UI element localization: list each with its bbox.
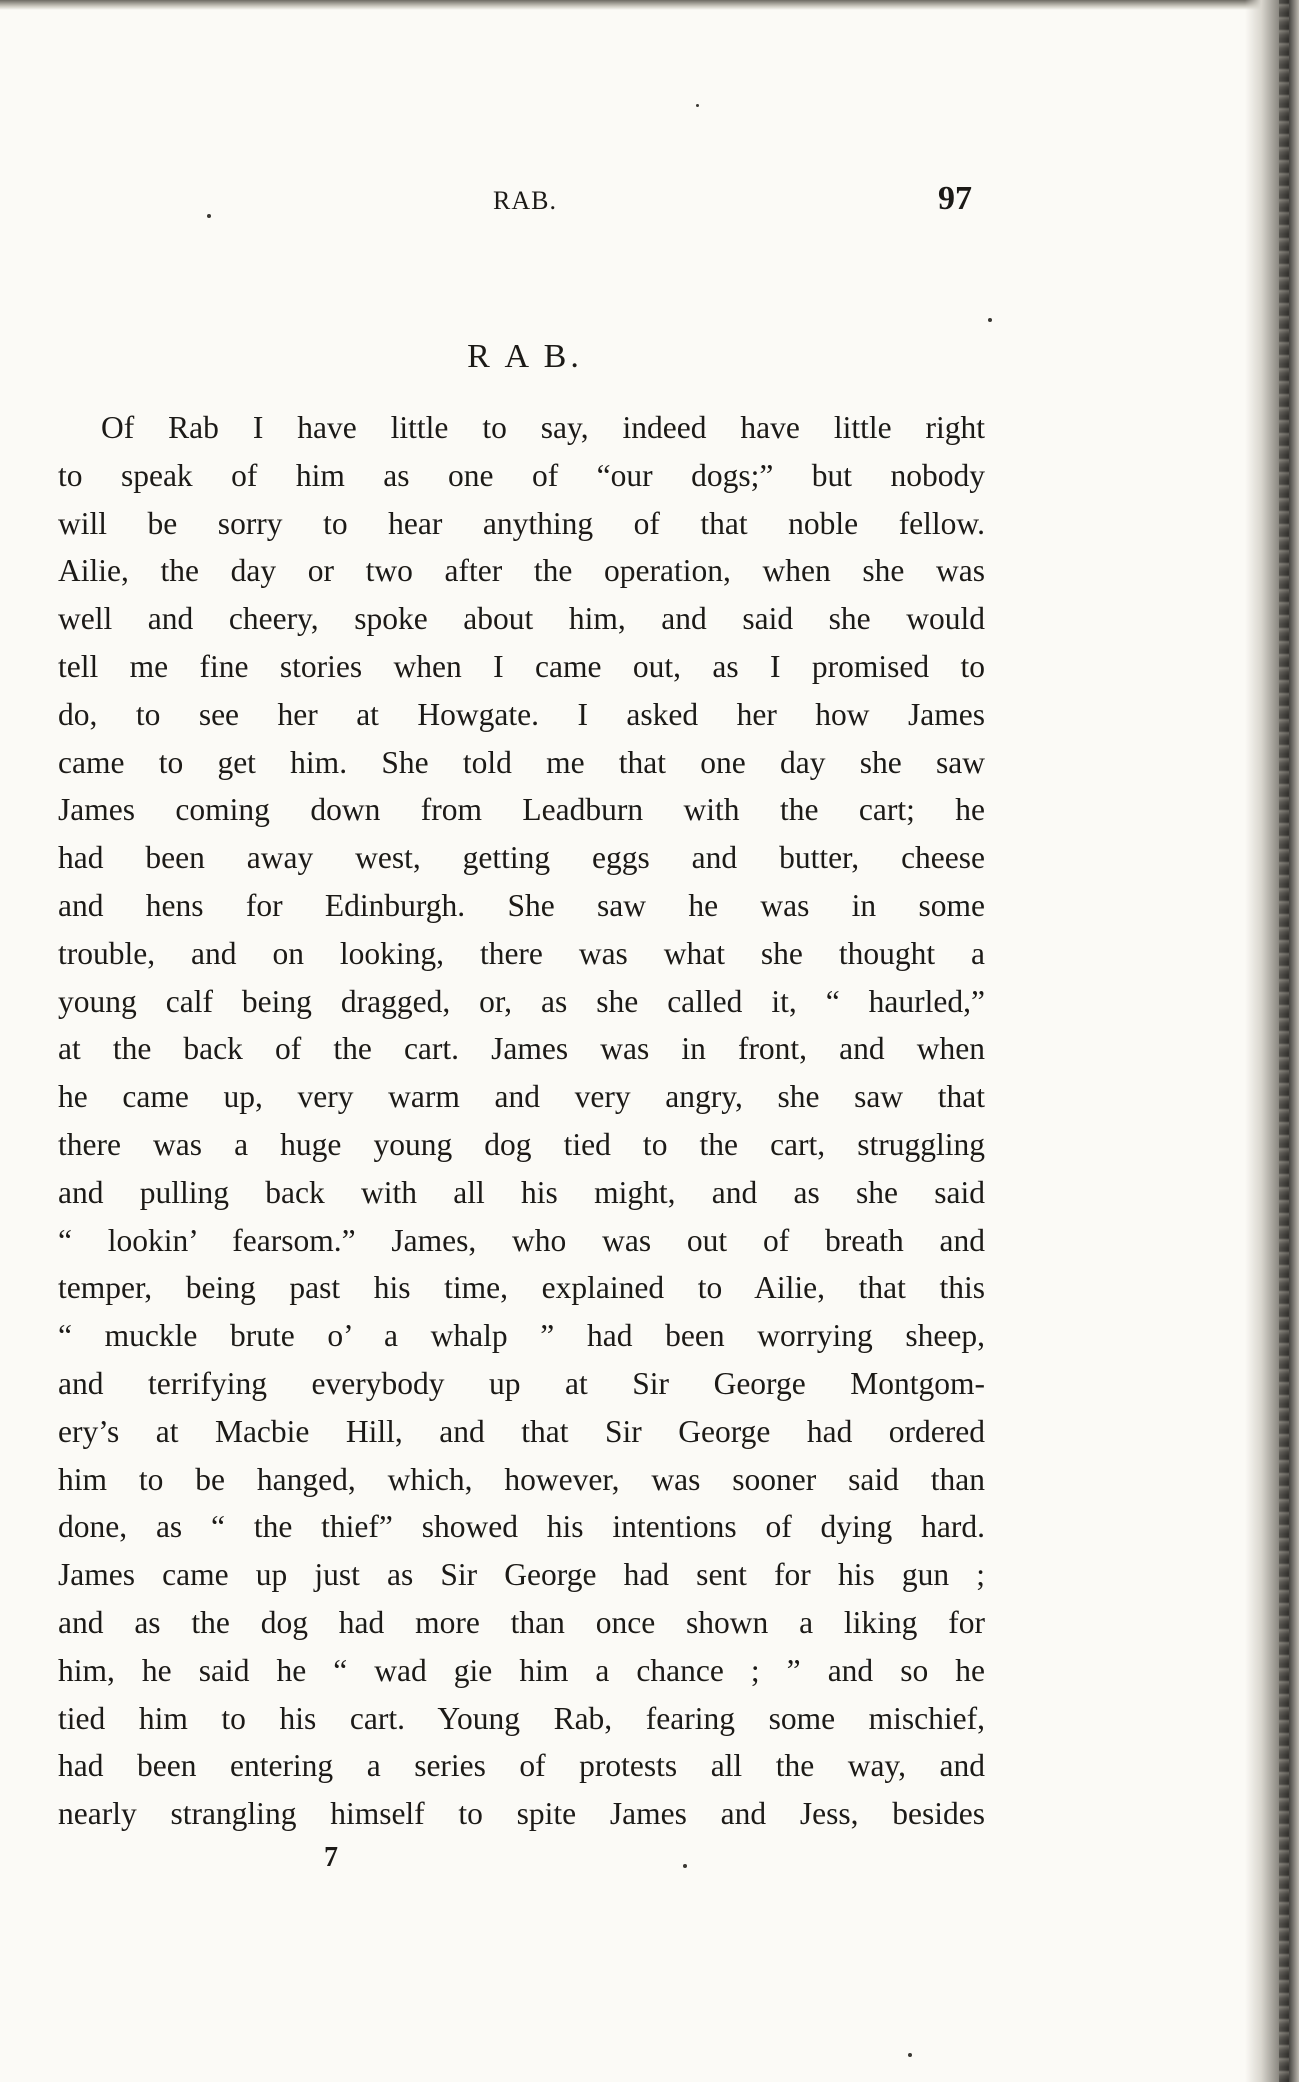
text-line: and hens for Edinburgh. She saw he was in some	[58, 887, 985, 923]
text-line: James coming down from Leadburn with the cart; he	[58, 792, 985, 828]
text-line: Ailie, the day or two after the operation, when she was	[58, 553, 985, 589]
signature-mark: 7	[324, 1842, 338, 1873]
text-line: young calf being dragged, or, as she called it, “ haurled,”	[58, 983, 985, 1019]
text-line: James came up just as Sir George had sent for his gun ;	[58, 1557, 985, 1593]
text-line: “ muckle brute o’ a whalp ” had been worrying sheep,	[58, 1318, 985, 1354]
text-line: there was a huge young dog tied to the cart, struggling	[58, 1126, 985, 1162]
chapter-title: R A B.	[467, 338, 583, 375]
text-line: him to be hanged, which, however, was sooner said than	[58, 1461, 985, 1497]
text-line: tied him to his cart. Young Rab, fearing some mischief,	[58, 1700, 985, 1736]
text-line: done, as “ the thief” showed his intentions of dying hard.	[58, 1509, 985, 1545]
text-line: will be sorry to hear anything of that noble fellow.	[58, 505, 985, 541]
text-line: “ lookin’ fearsom.” James, who was out of breath and	[58, 1222, 985, 1258]
running-title: RAB.	[493, 186, 557, 215]
body-text	[58, 404, 985, 1838]
print-speck	[908, 2053, 912, 2057]
text-line: tell me fine stories when I came out, as I promised to	[58, 648, 985, 684]
text-line: had been away west, getting eggs and butter, cheese	[58, 840, 985, 876]
text-line: nearly strangling himself to spite James and Jess, besides	[58, 1796, 985, 1832]
text-line: and pulling back with all his might, and as she said	[58, 1174, 985, 1210]
print-speck	[988, 318, 992, 322]
page-edge-texture	[1279, 0, 1289, 2082]
text-line: at the back of the cart. James was in front, and when	[58, 1031, 985, 1067]
text-line: and as the dog had more than once shown a liking for	[58, 1604, 985, 1640]
print-speck	[696, 104, 699, 107]
text-line: to speak of him as one of “our dogs;” but nobody	[58, 457, 985, 493]
text-line: he came up, very warm and very angry, she saw that	[58, 1079, 985, 1115]
scan-top-edge	[0, 0, 1299, 10]
text-line: well and cheery, spoke about him, and said she would	[58, 601, 985, 637]
text-line: Of Rab I have little to say, indeed have little right	[101, 410, 985, 445]
page-number: 97	[938, 180, 972, 217]
text-line: temper, being past his time, explained to Ailie, that this	[58, 1270, 985, 1306]
text-line: ery’s at Macbie Hill, and that Sir George had ordered	[58, 1413, 985, 1449]
text-line: came to get him. She told me that one day she saw	[58, 744, 985, 780]
text-line: do, to see her at Howgate. I asked her how James	[58, 696, 985, 732]
text-line: had been entering a series of protests all the way, and	[58, 1748, 985, 1784]
page-gutter-shadow	[1245, 0, 1299, 2082]
print-speck	[683, 1864, 687, 1868]
text-line: trouble, and on looking, there was what she thought a	[58, 935, 985, 971]
text-line: and terrifying everybody up at Sir George Montgom-	[58, 1365, 985, 1401]
text-line: him, he said he “ wad gie him a chance ; ” and so he	[58, 1652, 985, 1688]
